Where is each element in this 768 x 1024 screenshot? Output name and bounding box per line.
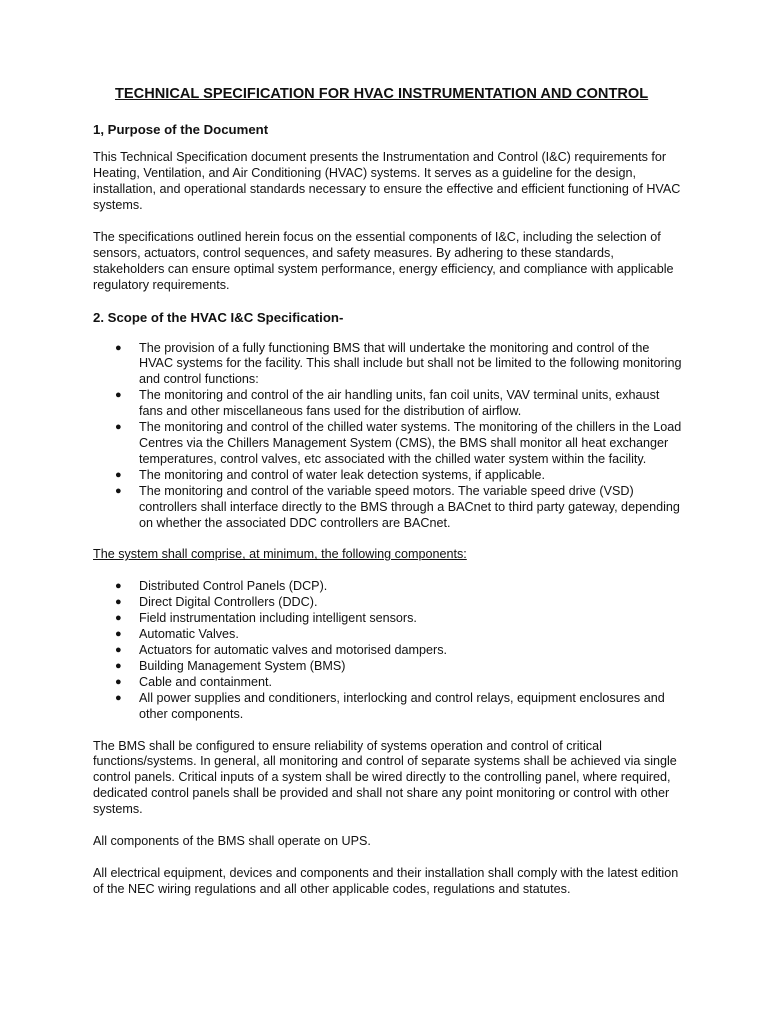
bullet-icon: ● — [115, 612, 122, 625]
bullet-icon: ● — [115, 468, 122, 481]
list-item — [93, 611, 686, 627]
section-2-paragraph: The BMS shall be configured to ensure reliability of systems operation and control of critical functions/systems. In general, all monitoring and control of separate systems shall be achieved via single control panels. Critical inputs of a system shall be wired directly to the controlling panel, where required, dedicated control panels shall be provided and shall not share any point monitoring or control with other systems. — [93, 738, 677, 817]
list-item-text: Field instrumentation including intelligent sensors. — [139, 611, 417, 626]
list-item — [93, 579, 686, 595]
bullet-icon: ● — [115, 596, 122, 609]
list-item-text: Distributed Control Panels (DCP). — [139, 579, 328, 594]
components-intro: The system shall comprise, at minimum, the following components: — [93, 547, 467, 562]
section-1-paragraph: The specifications outlined herein focus on the essential components of I&C, including the selection of sensors, actuators, control sequences, and safety measures. By adhering to these standards, stakeholders can ensure optimal system performance, energy efficiency, and compliance with applicable regulatory requirements. — [93, 230, 674, 292]
bullet-icon: ● — [115, 628, 122, 641]
list-item-text: The monitoring and control of the air handling units, fan coil units, VAV terminal units, exhaust fans and other miscellaneous fans used for the distribution of airflow. — [139, 388, 660, 419]
scope-list — [93, 341, 686, 532]
list-item-text: Cable and containment. — [139, 674, 273, 689]
bullet-icon: ● — [115, 484, 122, 497]
bullet-icon: ● — [115, 659, 122, 672]
document-title: TECHNICAL SPECIFICATION FOR HVAC INSTRUMENTATION AND CONTROL — [115, 86, 649, 102]
list-item-text: The provision of a fully functioning BMS that will undertake the monitoring and control of the HVAC systems for the facility. This shall include but shall not be limited to the following monitoring and control functions: — [139, 340, 682, 387]
list-item-text: The monitoring and control of the chilled water systems. The monitoring of the chillers in the Load Centres via the Chillers Management System (CMS), the BMS shall monitor all heat exchanger temperatures, control valves, etc associated with the chilled water system within the facility. — [139, 420, 682, 466]
section-1-paragraph: This Technical Specification document presents the Instrumentation and Control (I&C) requirements for Heating, Ventilation, and Air Conditioning (HVAC) systems. It serves as a guideline for the design, installation, and operational standards necessary to ensure the effective and efficient functioning of HVAC systems. — [93, 150, 681, 213]
bullet-icon: ● — [115, 580, 122, 593]
bullet-icon: ● — [115, 675, 122, 688]
list-item — [93, 659, 686, 675]
list-item-text: Automatic Valves. — [139, 627, 239, 642]
list-item — [93, 627, 686, 643]
list-item-text: The monitoring and control of water leak detection systems, if applicable. — [139, 467, 546, 482]
list-item — [93, 675, 686, 691]
list-item-text: Actuators for automatic valves and motorised dampers. — [139, 642, 447, 657]
list-item — [93, 341, 686, 389]
list-item-text: The monitoring and control of the variable speed motors. The variable speed drive (VSD) controllers shall interface directly to the BMS through a BACnet to third party gateway, depending on whether the associated DDC controllers are BACnet. — [139, 483, 680, 530]
section-2-paragraph: All electrical equipment, devices and components and their installation shall comply with the latest edition of the NEC wiring regulations and all other applicable codes, regulations and statutes. — [93, 865, 679, 896]
section-1-heading: 1, Purpose of the Document — [93, 121, 269, 137]
bullet-icon: ● — [115, 421, 122, 434]
list-item — [93, 691, 686, 723]
list-item-text: Building Management System (BMS) — [139, 658, 346, 673]
components-list — [93, 579, 686, 722]
bullet-icon: ● — [115, 341, 122, 354]
list-item — [93, 643, 686, 659]
list-item-text: Direct Digital Controllers (DDC). — [139, 595, 318, 610]
list-item — [93, 420, 686, 468]
bullet-icon: ● — [115, 643, 122, 656]
list-item-text: All power supplies and conditioners, interlocking and control relays, equipment enclosures and other components. — [139, 690, 665, 721]
list-item — [93, 388, 686, 420]
list-item — [93, 484, 686, 532]
bullet-icon: ● — [115, 389, 122, 402]
bullet-icon: ● — [115, 691, 122, 704]
section-2-paragraph: All components of the BMS shall operate on UPS. — [93, 834, 371, 849]
list-item — [93, 595, 686, 611]
list-item — [93, 468, 686, 484]
section-2-heading: 2. Scope of the HVAC I&C Specification- — [93, 309, 344, 325]
